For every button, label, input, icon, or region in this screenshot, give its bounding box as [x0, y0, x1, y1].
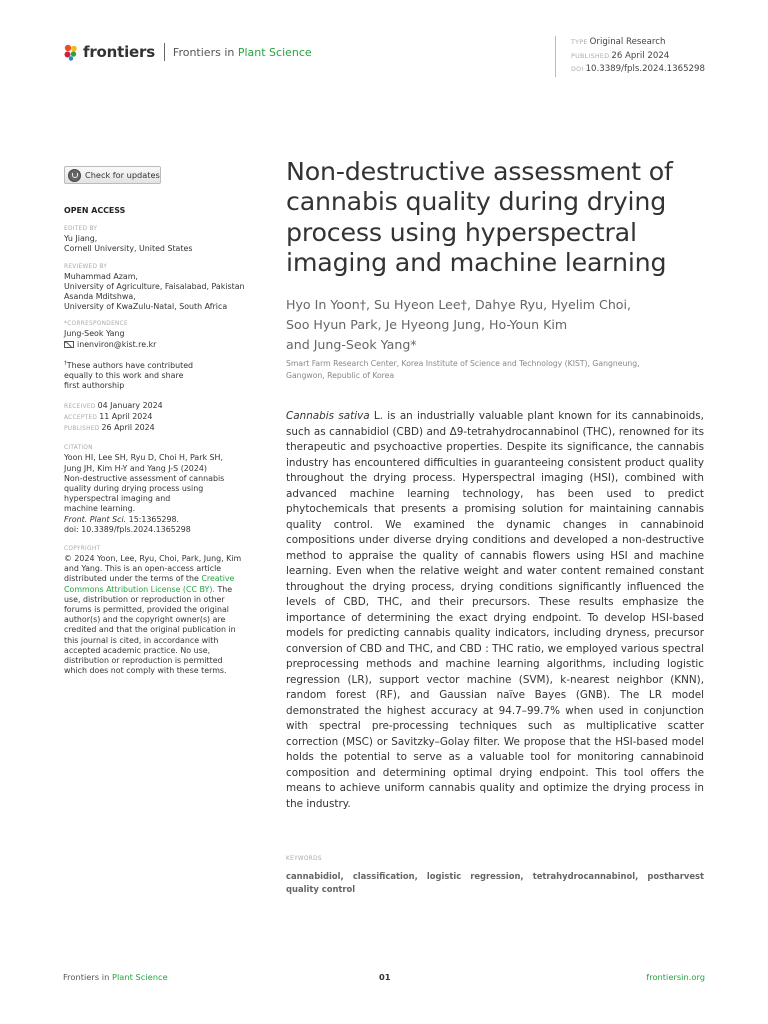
doi-label: DOI — [571, 66, 584, 73]
note-mark: † — [64, 360, 67, 367]
citation-line: hyperspectral imaging and — [64, 494, 171, 504]
citation-doi[interactable]: doi: 10.3389/fpls.2024.1365298 — [64, 524, 191, 534]
keywords-label: KEYWORDS — [286, 856, 322, 862]
reviewer-affiliation: University of KwaZulu-Natal, South Africa — [64, 302, 228, 312]
footer-journal-accent: Plant Science — [111, 972, 168, 982]
copyright-line: use, distribution or reproduction in other — [64, 594, 225, 604]
accepted-date: 11 April 2024 — [99, 412, 153, 422]
editor-name: Yu Jiang, — [64, 234, 98, 244]
copyright-line: author(s) and the copyright owner(s) are — [64, 615, 226, 625]
keywords — [286, 854, 704, 896]
note-line: first authorship — [64, 381, 125, 391]
correspondence-email[interactable]: inenviron@kist.re.kr — [77, 339, 157, 349]
authors-line: Soo Hyun Park, Je Hyeong Jung, Ho-Youn Kim — [286, 317, 568, 332]
correspondence-email-row[interactable] — [64, 340, 254, 350]
copyright — [64, 544, 254, 676]
author-list — [286, 295, 706, 355]
equal-contribution-note — [64, 361, 254, 392]
frontiers-logo-icon — [63, 44, 80, 61]
copyright-label: COPYRIGHT — [64, 546, 101, 553]
abstract-text: L. is an industrially valuable plant known for its cannabinoids, such as cannabidiol (CBD) and Δ9-tetrahydrocannabinol (THC), renowned for its therapeutic and psychoactive properties. Despite its significance, the cannabis industry has encountered difficulties in guaranteeing consistent product quality throughout the drying process. Hyperspectral imaging (HSI), combined with advanced machine learning technology, has been used to predict phytochemicals that presents a promising solution for maintaining cannabis quality control. We examined the dynamic changes in cannabinoid compositions under diverse drying conditions and developed a non-destructive method to appraise the quality of cannabis flowers using HSI and machine learning. Even when the relative weight and water content remained constant throughout the drying process, drying conditions significantly influenced the levels of CBD, THC, and their precursors. These results emphasize the importance of determining the exact drying endpoint. To develop HSI-based models for predicting cannabis quality indicators, including dryness, precursor conversion of CBD and THC, and CBD : THC ratio, we employed various spectral preprocessing methods and machine learning algorithms, including logistic regression (LR), support vector machine (SVM), k-nearest neighbor (KNN), random forest (RF), and Gaussian naïve Bayes (GNB). The LR model demonstrated the highest accuracy at 94.7–99.7% when used in conjunction with spectral pre-processing techniques such as multiplicative scatter correction (MSC) or Savitzky–Golay filter. We propose that the HSI-based model holds the potential to serve as a valuable tool for monitoring cannabinoid composition and determining optimal drying endpoint. This tool offers the means to achieve uniform cannabis quality and optimize the drying process in the industry. — [286, 410, 704, 810]
title-line: Non-destructive assessment of — [286, 157, 673, 186]
citation-line: Non-destructive assessment of cannabis — [64, 473, 225, 483]
edited-by-label: EDITED BY — [64, 226, 98, 233]
citation-label: CITATION — [64, 445, 93, 452]
copyright-line: this journal is cited, in accordance with — [64, 635, 219, 645]
affiliation-line: Smart Farm Research Center, Korea Institute of Science and Technology (KIST), Gangneung, — [286, 359, 640, 368]
dates — [64, 401, 254, 434]
copyright-line: © 2024 Yoon, Lee, Ryu, Choi, Park, Jung, Kim — [64, 554, 242, 564]
copyright-line: credited and that the original publication in — [64, 625, 236, 635]
journal-accent: Plant Science — [237, 45, 312, 59]
journal-header — [63, 40, 312, 64]
reviewer-name: Muhammad Azam, — [64, 271, 138, 281]
page-number: 01 — [379, 972, 391, 982]
note-line: These authors have contributed — [66, 360, 194, 370]
type-value: Original Research — [589, 37, 666, 47]
footer-site-link[interactable]: frontiersin.org — [646, 972, 705, 982]
mail-icon — [64, 341, 74, 348]
footer-journal-prefix: Frontiers in — [63, 972, 112, 982]
correspondence-name: Jung-Seok Yang — [64, 329, 125, 339]
article-meta — [555, 36, 705, 77]
header-divider — [164, 43, 165, 61]
correspondence — [64, 319, 254, 349]
title-line: process using hyperspectral — [286, 217, 637, 247]
abstract — [286, 409, 704, 812]
frontiers-logo[interactable] — [63, 43, 155, 61]
citation-journal: Front. Plant Sci. — [64, 514, 127, 524]
journal-name[interactable] — [173, 46, 312, 59]
article-title — [286, 157, 706, 278]
citation-line: Jung JH, Kim H-Y and Yang J-S (2024) — [64, 463, 207, 473]
citation-line: machine learning. — [64, 504, 136, 514]
affiliation-line: Gangwon, Republic of Korea — [286, 370, 395, 380]
title-line: imaging and machine learning — [286, 247, 667, 277]
citation-volume: 15:1365298. — [126, 514, 180, 524]
edited-by — [64, 224, 254, 254]
abstract-species: Cannabis sativa — [286, 410, 370, 422]
title-line: cannabis quality during drying — [286, 187, 667, 217]
citation-line: Yoon HI, Lee SH, Ryu D, Choi H, Park SH, — [64, 453, 223, 463]
keywords-list: cannabidiol, classification, logistic regression, tetrahydrocannabinol, postharvest quality control — [286, 871, 704, 894]
citation-line: quality during drying process using — [64, 484, 204, 494]
copyright-line: distributed under the terms of the — [64, 574, 202, 584]
journal-prefix: Frontiers in — [172, 45, 238, 59]
published-date: 26 April 2024 — [101, 423, 155, 433]
copyright-line: The — [214, 584, 233, 594]
reviewer-affiliation: University of Agriculture, Faisalabad, Pakistan — [64, 281, 245, 291]
reviewed-by — [64, 262, 254, 313]
affiliation — [286, 358, 706, 381]
sidebar — [64, 206, 254, 684]
editor-affiliation: Cornell University, United States — [64, 244, 193, 254]
copyright-line: accepted academic practice. No use, — [64, 645, 211, 655]
doi-value[interactable]: 10.3389/fpls.2024.1365298 — [585, 64, 705, 74]
published-label: PUBLISHED — [64, 426, 100, 433]
logo-text: frontiers — [83, 43, 155, 61]
copyright-line: and Yang. This is an open-access article — [64, 564, 222, 574]
reviewed-by-label: REVIEWED BY — [64, 263, 108, 270]
citation — [64, 443, 254, 535]
authors-line: and Jung-Seok Yang* — [286, 337, 417, 352]
type-label: TYPE — [571, 39, 588, 46]
copyright-line: forums is permitted, provided the original — [64, 605, 229, 615]
published-value: 26 April 2024 — [611, 50, 670, 61]
footer-journal[interactable] — [63, 972, 168, 982]
cc-license-link[interactable]: Creative — [201, 574, 235, 584]
check-updates-label: Check for updates — [85, 170, 160, 180]
received-label: RECEIVED — [64, 404, 96, 411]
reviewer-name: Asanda Mditshwa, — [64, 292, 136, 302]
published-label: PUBLISHED — [571, 52, 610, 60]
authors-line: Hyo In Yoon†, Su Hyeon Lee†, Dahye Ryu, Hyelim Choi, — [286, 297, 632, 312]
check-updates-icon — [68, 169, 81, 182]
received-date: 04 January 2024 — [97, 401, 163, 411]
open-access-label: OPEN ACCESS — [64, 206, 126, 215]
accepted-label: ACCEPTED — [64, 415, 98, 422]
copyright-line: distribution or reproduction is permitted — [64, 656, 223, 666]
check-for-updates-button[interactable] — [64, 166, 161, 184]
note-line: equally to this work and share — [64, 371, 184, 381]
copyright-line: which does not comply with these terms. — [64, 666, 227, 676]
cc-license-link[interactable]: Commons Attribution License (CC BY). — [64, 584, 215, 594]
correspondence-label: *CORRESPONDENCE — [64, 321, 128, 328]
